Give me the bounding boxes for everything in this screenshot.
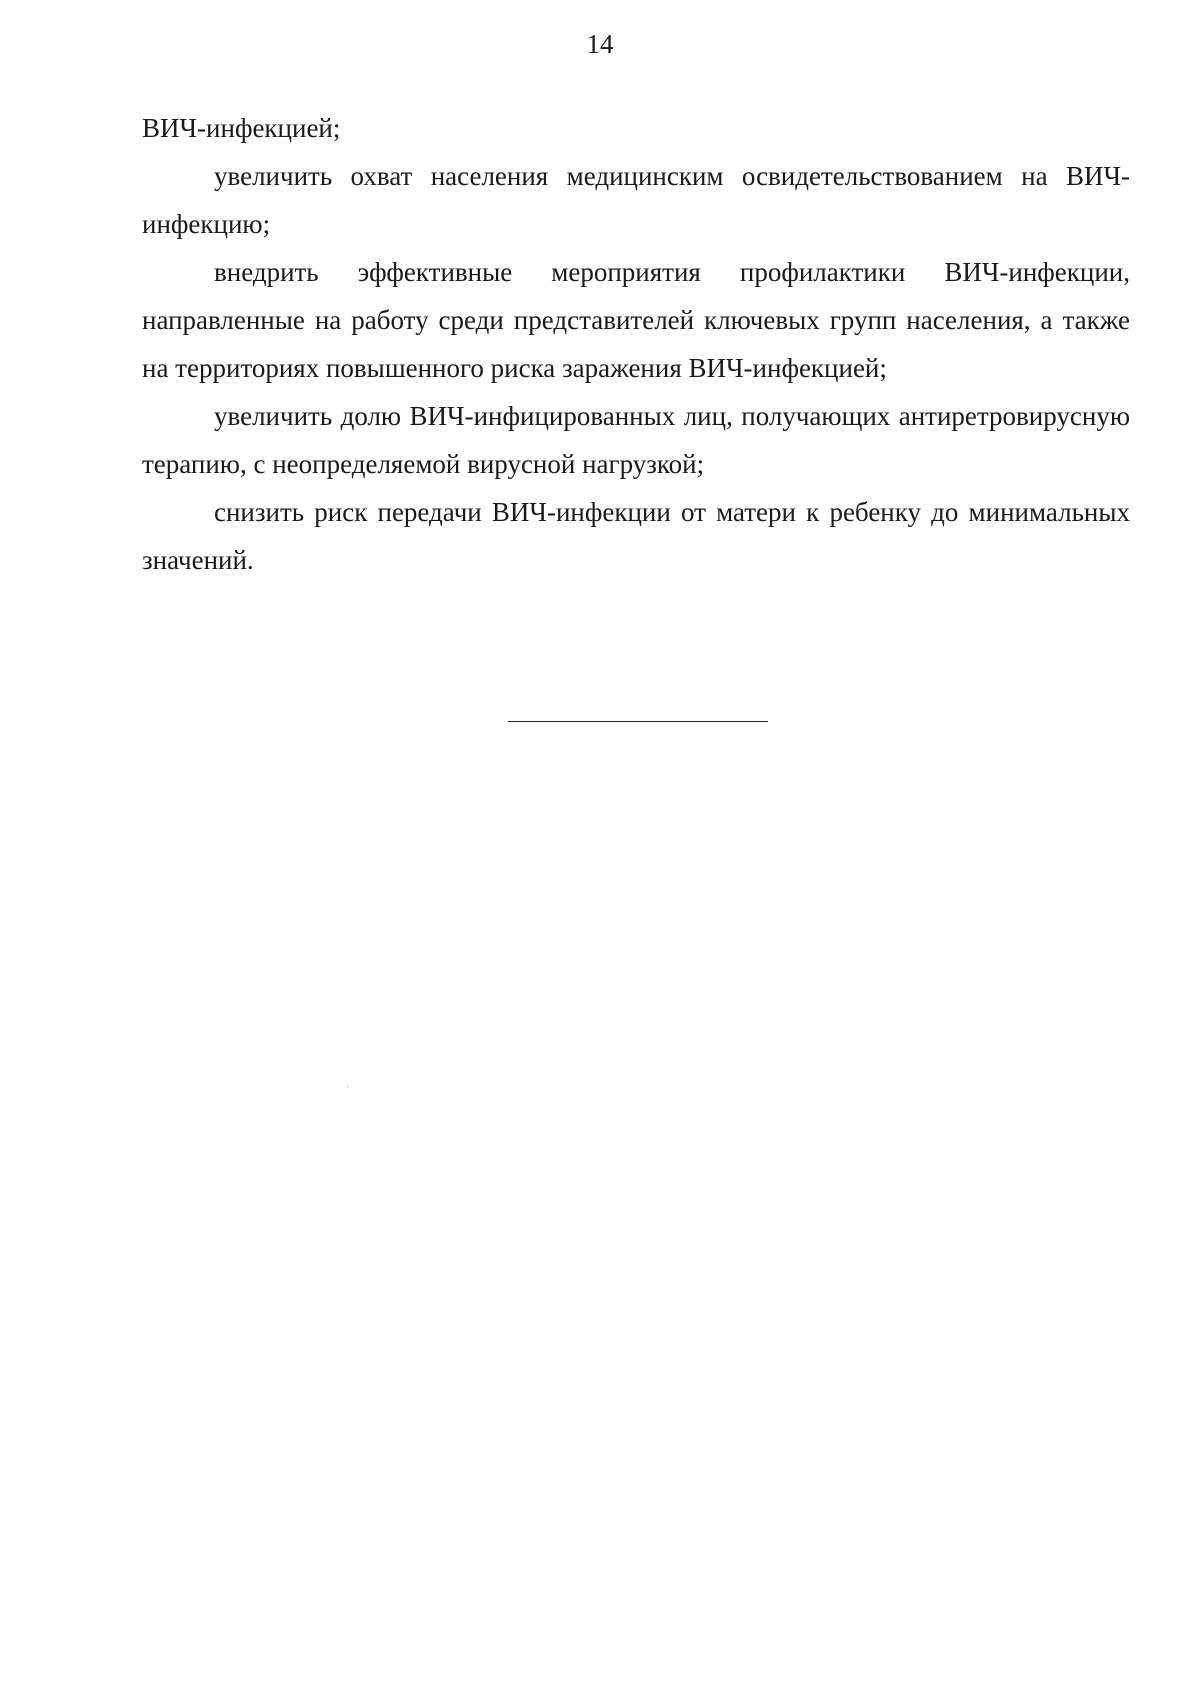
scan-speck [347,1086,348,1087]
paragraph-antiretroviral-therapy: увеличить долю ВИЧ-инфицированных лиц, получающих антиретровирусную терапию, с неопределяемой вирусной нагрузкой; [142,401,1130,479]
paragraph-continuation: ВИЧ-инфекцией; [142,113,341,143]
document-body [142,104,1130,584]
paragraph-testing-coverage: увеличить охват населения медицинским освидетельствованием на ВИЧ-инфекцию; [142,161,1130,239]
paragraph-mother-to-child-transmission: снизить риск передачи ВИЧ-инфекции от матери к ребенку до минимальных значений. [142,497,1130,575]
page-number: 14 [586,29,614,59]
paragraph-prevention-measures: внедрить эффективные мероприятия профилактики ВИЧ-инфекции, направленные на работу среди представителей ключевых групп населения, а также на территориях повышенного риска заражения ВИЧ-инфекцией; [142,257,1130,383]
end-separator-line [508,721,768,722]
